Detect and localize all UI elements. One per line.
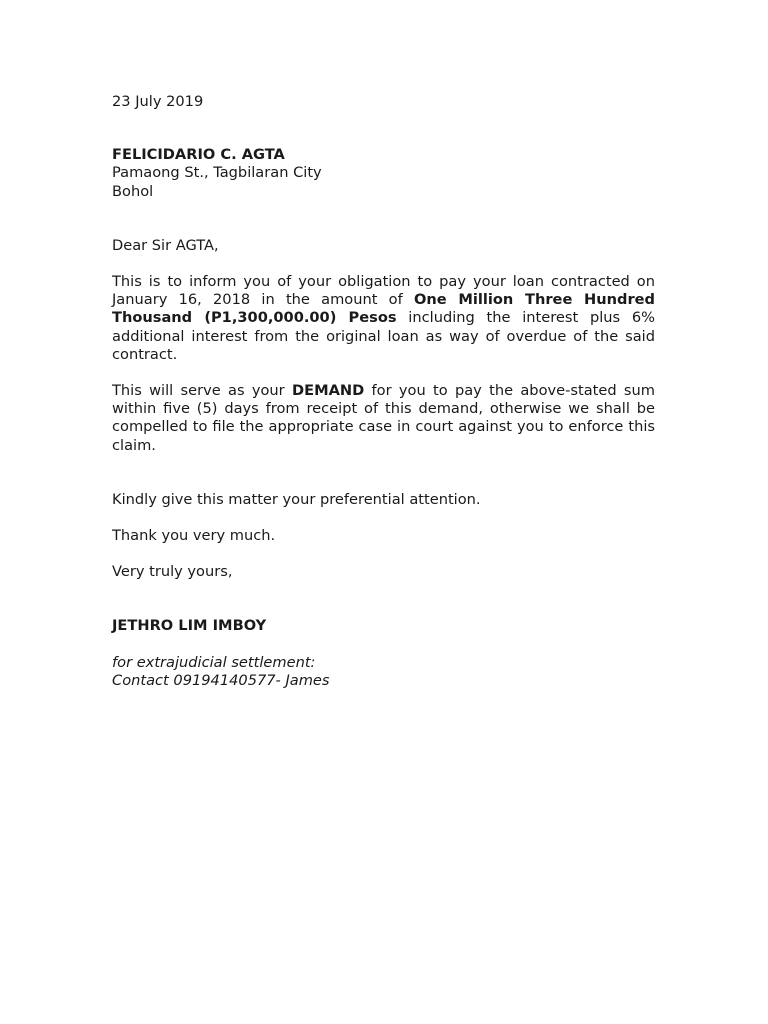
- demand-text-start: This will serve as your: [112, 382, 292, 400]
- settlement-note-line1: for extrajudicial settlement:: [112, 653, 316, 671]
- obligation-text-end: including the interest plus 6% additional interest from the original loan as way of overdue of the said contract.: [112, 309, 656, 363]
- recipient-address-block: [112, 146, 655, 201]
- sender-name: JETHRO LIM IMBOY: [112, 617, 267, 635]
- settlement-note: [112, 654, 655, 690]
- recipient-province: Bohol: [112, 182, 154, 200]
- letter-body: [112, 93, 655, 690]
- closing-request: Kindly give this matter your preferential attention.: [112, 490, 481, 508]
- recipient-street: Pamaong St., Tagbilaran City: [112, 164, 322, 182]
- complimentary-close: Very truly yours,: [112, 563, 233, 581]
- obligation-paragraph: [112, 273, 655, 364]
- letter-date: 23 July 2019: [112, 93, 204, 110]
- recipient-name: FELICIDARIO C. AGTA: [112, 146, 285, 164]
- demand-paragraph: [112, 382, 655, 455]
- demand-text-end: for you to pay the above-stated sum within five (5) days from receipt of this demand, otherwise we shall be compelled to file the appropriate case in court against you to enforce this claim.: [112, 382, 655, 454]
- demand-keyword: DEMAND: [292, 382, 365, 400]
- salutation: Dear Sir AGTA,: [112, 236, 219, 254]
- settlement-contact: Contact 09194140577- James: [112, 671, 330, 689]
- obligation-text-start: This is to inform you of your obligation to pay your loan contracted on January 16, 2018 in the amount of: [112, 273, 655, 309]
- thanks-line: Thank you very much.: [112, 527, 276, 545]
- loan-amount: One Million Three Hundred Thousand (P1,300,000.00) Pesos: [112, 291, 656, 327]
